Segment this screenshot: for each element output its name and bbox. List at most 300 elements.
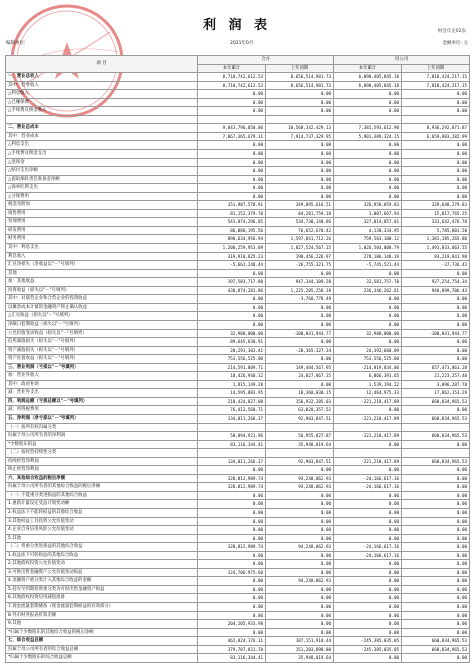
report-period: 2021年0月	[230, 41, 254, 46]
consolidated-ytd-cell: 89,645,830.91	[198, 338, 266, 347]
consolidated-prior-cell: 156,932,205.03	[266, 397, 334, 406]
table-row	[6, 141, 470, 150]
consolidated-prior-cell: 0.00	[266, 517, 334, 526]
parent-prior-cell: 17,862,153.29	[402, 389, 470, 398]
consolidated-ytd-cell: 0.00	[198, 167, 266, 176]
parent-ytd-cell: 0.00	[334, 560, 402, 569]
consolidated-ytd-cell: 462,824,176.11	[198, 637, 266, 646]
parent-ytd-cell: 236,346,262.61	[334, 286, 402, 295]
consolidated-prior-cell: 94,248,062.93	[266, 474, 334, 483]
parent-prior-cell: 0.00	[402, 534, 470, 543]
consolidated-ytd-cell: 8,710,742,612.53	[198, 81, 266, 90]
parent-prior-cell: 660,834,965.53	[402, 414, 470, 423]
consolidated-ytd-cell: 0.00	[198, 150, 266, 159]
table-row	[6, 226, 470, 235]
parent-prior-cell: 3,096,207.78	[402, 380, 470, 389]
parent-ytd-cell: 0.00	[334, 500, 402, 509]
parent-ytd-cell: 0.00	[334, 611, 402, 620]
parent-ytd-cell: 24,392,660.09	[334, 346, 402, 355]
consolidated-ytd-cell: 379,707,831.70	[198, 645, 266, 654]
parent-prior-cell: 0.00	[402, 346, 470, 355]
parent-ytd-cell: 0.00	[334, 628, 402, 637]
consolidated-prior-cell: 94,248,062.93	[266, 577, 334, 586]
consolidated-ytd-cell: 10,426,940.32	[198, 372, 266, 381]
line-item-label: 五、净利润（净亏损以"－"号填列）	[6, 414, 198, 423]
parent-prior-cell: 0.00	[402, 585, 470, 594]
table-row	[6, 500, 470, 509]
consolidated-prior-cell: 35,948,019.64	[266, 654, 334, 663]
parent-prior-cell: 948,899,706.43	[402, 286, 470, 295]
consolidated-ytd-cell: 0.00	[198, 508, 266, 517]
parent-prior-cell: 0.00	[402, 355, 470, 364]
line-item-label: 2.其他债权投资公允价值变动	[6, 560, 198, 569]
consolidated-ytd-cell: 8,710,742,612.53	[198, 73, 266, 82]
consolidated-ytd-cell: 0.00	[198, 585, 266, 594]
income-statement-table	[5, 55, 470, 663]
consolidated-ytd-cell: 134,011,266.37	[198, 414, 266, 423]
consolidated-prior-cell	[266, 449, 334, 458]
parent-prior-cell: 0.00	[402, 560, 470, 569]
parent-ytd-cell: 0.00	[334, 184, 402, 193]
statement-title: 利 润 表	[202, 18, 272, 33]
line-item-label: （一）按所有权归属分类	[6, 423, 198, 432]
parent-prior-cell: 660,834,965.53	[402, 645, 470, 654]
line-item-label: 8.外币财务报表折算差额	[6, 611, 198, 620]
line-item-label: 信用减值损失（损失以"－"号填列）	[6, 338, 198, 347]
line-item-label: △提取保险责任准备金净额	[6, 175, 198, 184]
consolidated-prior-cell: 94,248,062.93	[266, 483, 334, 492]
consolidated-ytd-cell: 0.00	[198, 628, 266, 637]
parent-prior-cell: 0.00	[402, 320, 470, 329]
parent-ytd-cell: -5,745,521.44	[334, 261, 402, 270]
line-item-label: 六、其他综合收益的税后净额	[6, 474, 198, 483]
table-row	[6, 132, 470, 141]
consolidated-ytd-cell: 0.00	[198, 594, 266, 603]
consolidated-prior-cell: 0.00	[266, 192, 334, 201]
parent-ytd-cell: 0.00	[334, 269, 402, 278]
table-row	[6, 543, 470, 552]
line-item-label: 3.其他权益工具投资公允价值变动	[6, 517, 198, 526]
consolidated-ytd-cell: 0.00	[198, 534, 266, 543]
consolidated-ytd-cell: 351,987,570.91	[198, 201, 266, 210]
parent-prior-cell: 0.00	[402, 150, 470, 159]
table-row	[6, 585, 470, 594]
consolidated-ytd-cell: 204,105,933.98	[198, 620, 266, 629]
parent-prior-cell: 0.00	[402, 543, 470, 552]
consolidated-ytd-cell: 319,910,825.23	[198, 252, 266, 261]
parent-ytd-cell: 753,556,525.00	[334, 355, 402, 364]
line-item-label: △汇兑收益（损失以"－"号填列）	[6, 312, 198, 321]
consolidated-prior-cell: 0.00	[266, 98, 334, 107]
parent-prior-cell: 0.00	[402, 500, 470, 509]
parent-prior-cell: 15,817,765.25	[402, 209, 470, 218]
table-row	[6, 269, 470, 278]
parent-prior-cell: 0.00	[402, 508, 470, 517]
parent-prior-cell: 0.00	[402, 440, 470, 449]
table-row	[6, 73, 470, 82]
consolidated-ytd-cell: 0.00	[198, 466, 266, 475]
parent-prior-cell: 5,785,801.50	[402, 226, 470, 235]
consolidated-prior-cell: -26,755,321.75	[266, 261, 334, 270]
consolidated-prior-cell: 76,652,670.42	[266, 226, 334, 235]
consolidated-prior-cell: 92,903,847.51	[266, 414, 334, 423]
consolidated-prior-cell: -20,365,327.34	[266, 346, 334, 355]
table-row	[6, 380, 470, 389]
consolidated-prior-cell: 149,484,567.95	[266, 363, 334, 372]
consolidated-prior-cell: 0.00	[266, 611, 334, 620]
consolidated-prior-cell: 0.00	[266, 628, 334, 637]
consolidated-prior-cell: 63,028,357.52	[266, 406, 334, 415]
parent-ytd-cell: 0.00	[334, 175, 402, 184]
parent-prior-header: 上年同期	[402, 64, 470, 73]
table-row	[6, 286, 470, 295]
consolidated-prior-cell: 10,568,342,429.13	[266, 124, 334, 133]
parent-prior-cell: 0.00	[402, 474, 470, 483]
consolidated-ytd-header: 本年累计	[198, 64, 266, 73]
parent-prior-cell: 8,936,292,871.87	[402, 124, 470, 133]
consolidated-prior-cell: 56,955,827.87	[266, 432, 334, 441]
parent-ytd-cell: 4,130,334.95	[334, 226, 402, 235]
parent-ytd-cell	[334, 449, 402, 458]
parent-prior-cell: 660,834,965.53	[402, 637, 470, 646]
parent-ytd-cell: 0.00	[334, 603, 402, 612]
consolidated-ytd-cell: 83,116,344.41	[198, 440, 266, 449]
line-item-label: 三、营业利润（亏损以"－"号填列）	[6, 363, 198, 372]
table-row	[6, 568, 470, 577]
consolidated-prior-cell: 0.00	[266, 508, 334, 517]
parent-prior-cell: 0.00	[402, 192, 470, 201]
line-item-label	[6, 115, 198, 124]
table-row	[6, 346, 470, 355]
table-row	[6, 526, 470, 535]
parent-ytd-cell: 1,539,194.22	[334, 380, 402, 389]
parent-ytd-cell: 0.00	[334, 440, 402, 449]
table-row	[6, 320, 470, 329]
consolidated-prior-cell: 0.00	[266, 551, 334, 560]
parent-prior-cell: 7,818,424,217.15	[402, 81, 470, 90]
table-row	[6, 201, 470, 210]
consolidated-ytd-cell: 0.00	[198, 303, 266, 312]
table-row	[6, 252, 470, 261]
consolidated-ytd-cell: 753,556,525.00	[198, 355, 266, 364]
consolidated-ytd-cell: 32,980,000.00	[198, 329, 266, 338]
parent-ytd-cell: -245,385,035.05	[334, 637, 402, 646]
consolidated-ytd-cell: 0.00	[198, 158, 266, 167]
line-item-label: 销售费用	[6, 209, 198, 218]
consolidated-ytd-cell: 83,116,344.41	[198, 654, 266, 663]
consolidated-prior-cell: 1,597,841,712.26	[266, 235, 334, 244]
parent-ytd-cell: 0.00	[334, 517, 402, 526]
consolidated-ytd-cell: 543,874,296.85	[198, 218, 266, 227]
line-item-label: 加：营业外收入	[6, 372, 198, 381]
parent-ytd-cell: 1,026,504,808.79	[334, 244, 402, 253]
parent-ytd-cell: 0.00	[334, 585, 402, 594]
consolidated-ytd-cell: 0.00	[198, 560, 266, 569]
parent-ytd-cell: 32,980,000.00	[334, 329, 402, 338]
parent-ytd-cell: 5,901,309,324.15	[334, 132, 402, 141]
parent-ytd-cell: -221,218,417.89	[334, 414, 402, 423]
parent-prior-cell: 0.00	[402, 491, 470, 500]
consolidated-prior-cell: 0.00	[266, 594, 334, 603]
parent-ytd-cell: 0.00	[334, 338, 402, 347]
parent-ytd-cell: 0.00	[334, 406, 402, 415]
line-item-label: （一）不能重分类进损益的其他综合收益	[6, 491, 198, 500]
parent-ytd-cell: 327,014,057.01	[334, 218, 402, 227]
parent-ytd-cell: 0.00	[334, 295, 402, 304]
parent-ytd-cell: 0.00	[334, 508, 402, 517]
line-item-label: *归属于少数股东的其他综合收益的税后净额	[6, 628, 198, 637]
consolidated-ytd-cell: 438,874,281.86	[198, 286, 266, 295]
consolidated-ytd-cell: 1,200,259,953.09	[198, 244, 266, 253]
parent-prior-cell: 0.00	[402, 568, 470, 577]
consolidated-group-header: 合并	[198, 56, 334, 65]
consolidated-ytd-cell: 9,843,796,050.00	[198, 124, 266, 133]
table-row	[6, 406, 470, 415]
parent-ytd-cell: 270,106,148.19	[334, 252, 402, 261]
table-row	[6, 620, 470, 629]
line-item-label: 归属于母公司所有者的综合收益总额	[6, 645, 198, 654]
consolidated-prior-cell: 35,948,019.64	[266, 440, 334, 449]
parent-ytd-cell: 1,007,667.94	[334, 209, 402, 218]
parent-ytd-cell: -24,166,617.16	[334, 543, 402, 552]
parent-ytd-cell: 0.00	[334, 491, 402, 500]
table-row	[6, 167, 470, 176]
consolidated-prior-cell: 0.00	[266, 568, 334, 577]
line-item-label: 持续经营净利润	[6, 457, 198, 466]
consolidated-prior-cell: 0.00	[266, 603, 334, 612]
table-row	[6, 551, 470, 560]
parent-prior-cell: 0.00	[402, 312, 470, 321]
parent-prior-cell: 0.00	[402, 175, 470, 184]
consolidated-ytd-cell: 7,867,365,679.11	[198, 132, 266, 141]
parent-ytd-cell: 0.00	[334, 320, 402, 329]
table-row	[6, 115, 470, 124]
line-item-label: 加：其他收益	[6, 278, 198, 287]
line-item-label: 4.企业自身信用风险公允价值变动	[6, 526, 198, 535]
line-item-label: 其中：利息支出	[6, 244, 198, 253]
consolidated-prior-cell: 0.00	[266, 150, 334, 159]
consolidated-prior-cell: 1,225,205,258.18	[266, 286, 334, 295]
table-row	[6, 491, 470, 500]
table-row	[6, 517, 470, 526]
parent-ytd-cell: 0.00	[334, 620, 402, 629]
parent-ytd-cell: 0.00	[334, 192, 402, 201]
parent-prior-cell: 0.00	[402, 483, 470, 492]
parent-ytd-cell: 0.00	[334, 466, 402, 475]
group-header-row	[6, 56, 470, 65]
line-item-label: △手续费及佣金收入	[6, 107, 198, 116]
consolidated-prior-cell: 0.00	[266, 320, 334, 329]
consolidated-prior-cell: -3,760,778.49	[266, 295, 334, 304]
parent-prior-cell: 0.00	[402, 98, 470, 107]
table-row	[6, 466, 470, 475]
consolidated-prior-cell: 84,281,759.10	[266, 209, 334, 218]
consolidated-prior-cell: 0.00	[266, 312, 334, 321]
line-item-label: 2.权益法下不能转损益的其他综合收益	[6, 508, 198, 517]
table-row	[6, 534, 470, 543]
table-row	[6, 483, 470, 492]
consolidated-prior-cell: 0.00	[266, 620, 334, 629]
line-item-label: 其中：营业收入	[6, 81, 198, 90]
table-row	[6, 594, 470, 603]
table-row	[6, 218, 470, 227]
consolidated-ytd-cell: 0.00	[198, 107, 266, 116]
consolidated-ytd-cell: 214,591,809.71	[198, 363, 266, 372]
line-item-label: △手续费及佣金支出	[6, 150, 198, 159]
parent-prior-cell: 0.00	[402, 158, 470, 167]
consolidated-ytd-cell: 0.00	[198, 611, 266, 620]
consolidated-ytd-cell: 328,812,909.74	[198, 483, 266, 492]
line-item-label: △已赚保费	[6, 98, 198, 107]
parent-ytd-cell: 0.00	[334, 107, 402, 116]
parent-ytd-cell: 0.00	[334, 167, 402, 176]
consolidated-prior-cell: 947,344,109.28	[266, 278, 334, 287]
parent-prior-cell: 21,223,257.40	[402, 372, 470, 381]
parent-prior-cell: 660,834,965.53	[402, 457, 470, 466]
consolidated-prior-cell: 8,656,514,901.73	[266, 73, 334, 82]
consolidated-ytd-cell: 0.00	[198, 312, 266, 321]
table-row	[6, 107, 470, 116]
table-row	[6, 449, 470, 458]
consolidated-prior-cell: 0.00	[266, 158, 334, 167]
line-item-label: 财务费用	[6, 235, 198, 244]
consolidated-ytd-cell: 20,293,303.41	[198, 346, 266, 355]
line-item-label: 其中：营业成本	[6, 132, 198, 141]
consolidated-prior-cell: 0.00	[266, 355, 334, 364]
consolidated-prior-cell: 0.00	[266, 107, 334, 116]
consolidated-ytd-cell: -5,662,240.44	[198, 261, 266, 270]
line-item-label: 投资收益（损失以"－"号填列）	[6, 286, 198, 295]
consolidated-ytd-cell: 0.00	[198, 192, 266, 201]
consolidated-prior-cell: 0.00	[266, 380, 334, 389]
consolidated-prior-cell	[266, 423, 334, 432]
line-item-label: 七、综合收益总额	[6, 637, 198, 646]
table-row	[6, 432, 470, 441]
parent-prior-cell: 0.00	[402, 611, 470, 620]
table-row	[6, 457, 470, 466]
consolidated-ytd-cell: 0.00	[198, 141, 266, 150]
table-row	[6, 295, 470, 304]
consolidated-ytd-cell: 0.00	[198, 526, 266, 535]
consolidated-prior-cell: 349,895,616.51	[266, 201, 334, 210]
table-row	[6, 423, 470, 432]
table-row	[6, 645, 470, 654]
parent-prior-cell	[402, 449, 470, 458]
consolidated-ytd-cell: 0.00	[198, 500, 266, 509]
table-row	[6, 508, 470, 517]
consolidated-prior-cell: 7,914,737,329.95	[266, 132, 334, 141]
consolidated-ytd-cell: 0.00	[198, 184, 266, 193]
table-row	[6, 192, 470, 201]
parent-prior-cell: 0.00	[402, 654, 470, 663]
consolidated-ytd-cell: 0.00	[198, 320, 266, 329]
parent-prior-cell: 0.00	[402, 603, 470, 612]
parent-prior-cell: 1,381,185,265.80	[402, 235, 470, 244]
line-item-label: △保单红利支出	[6, 184, 198, 193]
line-item-label: 二、营业总成本	[6, 124, 198, 133]
parent-prior-cell: 0.00	[402, 269, 470, 278]
parent-ytd-cell: -221,218,417.89	[334, 457, 402, 466]
parent-ytd-cell: 6,066,391.65	[334, 372, 402, 381]
line-item-label: （二）按经营持续性分类	[6, 449, 198, 458]
line-item-label: 9.其他	[6, 620, 198, 629]
consolidated-prior-cell: 0.00	[266, 534, 334, 543]
table-row	[6, 414, 470, 423]
line-item-label: 以摊余成本计量的金融资产终止确认收益	[6, 303, 198, 312]
parent-prior-cell	[402, 115, 470, 124]
parent-prior-cell: 0.00	[402, 577, 470, 586]
consolidated-ytd-cell: 0.00	[198, 491, 266, 500]
parent-ytd-cell: 33,581,757.70	[334, 278, 402, 287]
consolidated-prior-cell: 1,827,524,567.15	[266, 244, 334, 253]
parent-ytd-cell: 0.00	[334, 568, 402, 577]
line-item-label: 3.可供出售金融资产公允价值变动损益	[6, 568, 198, 577]
parent-prior-cell: 0.00	[402, 141, 470, 150]
table-row	[6, 184, 470, 193]
parent-ytd-cell	[334, 115, 402, 124]
consolidated-prior-cell: 0.00	[266, 175, 334, 184]
consolidated-ytd-cell: 210,424,827.08	[198, 397, 266, 406]
parent-ytd-cell: 6,090,405,845.18	[334, 81, 402, 90]
parent-ytd-cell: 326,958,859.83	[334, 201, 402, 210]
parent-ytd-cell: 0.00	[334, 312, 402, 321]
consolidated-ytd-cell	[198, 423, 266, 432]
parent-prior-cell: -100,841,944.77	[402, 329, 470, 338]
parent-ytd-cell: 0.00	[334, 577, 402, 586]
parent-prior-cell: 0.00	[402, 526, 470, 535]
table-row	[6, 158, 470, 167]
parent-ytd-cell: 0.00	[334, 158, 402, 167]
table-row	[6, 98, 470, 107]
consolidated-prior-cell: 0.00	[266, 90, 334, 99]
line-item-label: △分保费用	[6, 192, 198, 201]
line-item-label: △退保金	[6, 158, 198, 167]
line-item-label: 减：营业外支出	[6, 389, 198, 398]
line-item-label: △利息支出	[6, 141, 198, 150]
consolidated-ytd-cell: 0.00	[198, 577, 266, 586]
consolidated-ytd-cell: 0.00	[198, 98, 266, 107]
parent-ytd-cell: 759,563,100.12	[334, 235, 402, 244]
consolidated-prior-cell: 0.00	[266, 269, 334, 278]
parent-prior-cell: 339,648,279.83	[402, 201, 470, 210]
parent-ytd-cell: 0.00	[334, 594, 402, 603]
table-row	[6, 372, 470, 381]
line-item-label: 其中：对联营企业和合营企业的投资收益	[6, 295, 198, 304]
consolidated-prior-cell: 0.00	[266, 184, 334, 193]
consolidated-ytd-cell: 0.00	[198, 551, 266, 560]
parent-ytd-cell: 0.00	[334, 654, 402, 663]
consolidated-prior-cell: 0.00	[266, 491, 334, 500]
consolidated-ytd-cell: 0.00	[198, 269, 266, 278]
table-row	[6, 209, 470, 218]
consolidated-prior-cell: 0.00	[266, 141, 334, 150]
table-row	[6, 397, 470, 406]
table-row	[6, 338, 470, 347]
line-item-label: 6.其他债权投资信用减值准备	[6, 594, 198, 603]
parent-prior-cell: 0.00	[402, 406, 470, 415]
consolidated-prior-cell: 0.00	[266, 560, 334, 569]
consolidated-prior-cell	[266, 115, 334, 124]
consolidated-prior-cell: 0.00	[266, 585, 334, 594]
table-row	[6, 389, 470, 398]
parent-ytd-cell	[334, 423, 402, 432]
parent-ytd-header: 本年累计	[334, 64, 402, 73]
parent-prior-cell: 660,834,965.53	[402, 397, 470, 406]
consolidated-ytd-cell: 76,413,560.71	[198, 406, 266, 415]
consolidated-prior-cell: 0.00	[266, 500, 334, 509]
consolidated-prior-cell: 92,903,847.51	[266, 457, 334, 466]
consolidated-prior-cell: 94,248,062.93	[266, 543, 334, 552]
